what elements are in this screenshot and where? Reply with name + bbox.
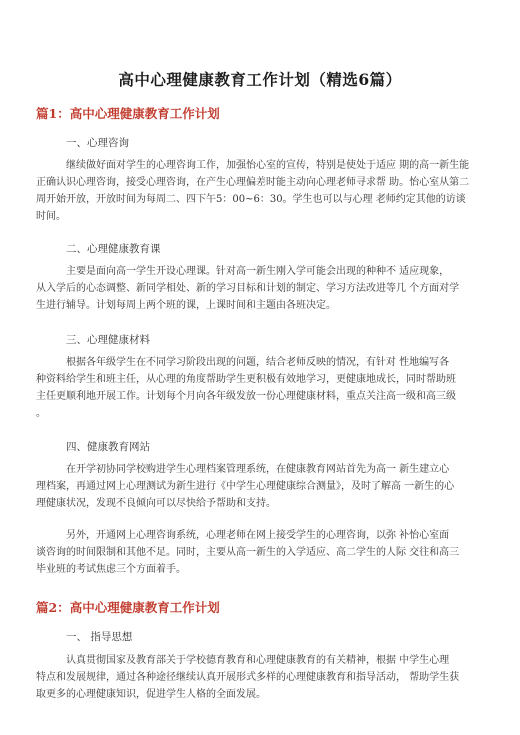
paragraph-line: 理档案，再通过网上心理测试为新生进行《中学生心理健康综合测量》，及时了解高 一新生的心 [36,481,455,492]
section-1-paragraph-2 [36,263,492,314]
paragraph-line: 从入学后的心态调整、新同学相处、新的学习目标和计划的制定、学习方法改进等几 个方面对学 [36,283,460,294]
section-2-subheading-1: 一、 指导思想 [66,631,133,643]
paragraph-line: 种资料给学生和班主任，从心理的角度帮助学生更积极有效地学习，更健康地成长，同时帮助班 [36,374,456,385]
section-1-paragraph-4 [36,461,492,512]
paragraph-line: 主任更顺利地开展工作。计划每个月向各年级发放一份心理健康材料，重点关注高一级和高三级 [36,391,456,402]
paragraph-line: 根据各年级学生在不同学习阶段出现的问题，结合老师反映的情况，有针对 性地编写各 [66,357,450,368]
paragraph-line: 时间。 [36,211,66,222]
paragraph-line: 主要是面向高一学生开设心理课。针对高一新生刚入学可能会出现的种种不 适应现象， [66,266,450,277]
paragraph-line: 在开学初协同学校购进学生心理档案管理系统，在健康教育网站首先为高一 新生建立心 [66,464,450,475]
document-title: 高中心理健康教育工作计划（精选6篇） [118,70,402,89]
section-1-paragraph-5 [36,527,492,578]
paragraph-line: 认真贯彻国家及教育部关于学校德育教育和心理健康教育的有关精神，根据 中学生心理 [66,655,450,666]
paragraph-line: 生进行辅导。计划每周上两个班的课，上课时间和主题由各班决定。 [36,300,336,311]
section-2-heading: 篇2：高中心理健康教育工作计划 [36,600,220,615]
paragraph-line: 谈咨询的时间限制和其他不足。同时，主要从高一新生的入学适应、高二学生的人际 交往和高三 [36,547,460,558]
paragraph-line: 周开始开放，开放时间为每周二、四下午5：00~6：30。学生也可以与心理 老师约定其他的访谈 [36,194,466,205]
section-1-subheading-2: 二、心理健康教育课 [66,243,161,255]
section-2-paragraph-1 [36,652,492,703]
section-1-paragraph-3 [36,354,492,422]
paragraph-line: 理健康状况，发现不良倾向可以尽快给予帮助和支持。 [36,498,276,509]
paragraph-line: 毕业班的考试焦虑三个方面着手。 [36,564,186,575]
section-1-heading: 篇1：高中心理健康教育工作计划 [36,106,220,121]
section-1-paragraph-1 [36,157,492,225]
paragraph-line: 特点和发展规律，通过各种途径继续认真开展形式多样的心理健康教育和指导活动， 帮助学生获 [36,672,460,683]
section-1-subheading-3: 三、心理健康材料 [66,334,150,346]
paragraph-line: 继续做好面对学生的心理咨询工作，加强怡心室的宣传，特别是使处于适应 期的高一新生能 [66,160,470,171]
paragraph-line: 取更多的心理健康知识，促进学生人格的全面发展。 [36,689,266,700]
paragraph-line: 正确认识心理咨询，接受心理咨询，在产生心理偏差时能主动向心理老师寻求帮 助。怡心室从第二 [36,177,470,188]
section-1-subheading-4: 四、健康教育网站 [66,441,150,453]
section-1-subheading-1: 一、心理咨询 [66,137,129,149]
paragraph-line: 。 [36,408,46,419]
paragraph-line: 另外，开通网上心理咨询系统，心理老师在网上接受学生的心理咨询，以弥 补怡心室面 [66,530,450,541]
